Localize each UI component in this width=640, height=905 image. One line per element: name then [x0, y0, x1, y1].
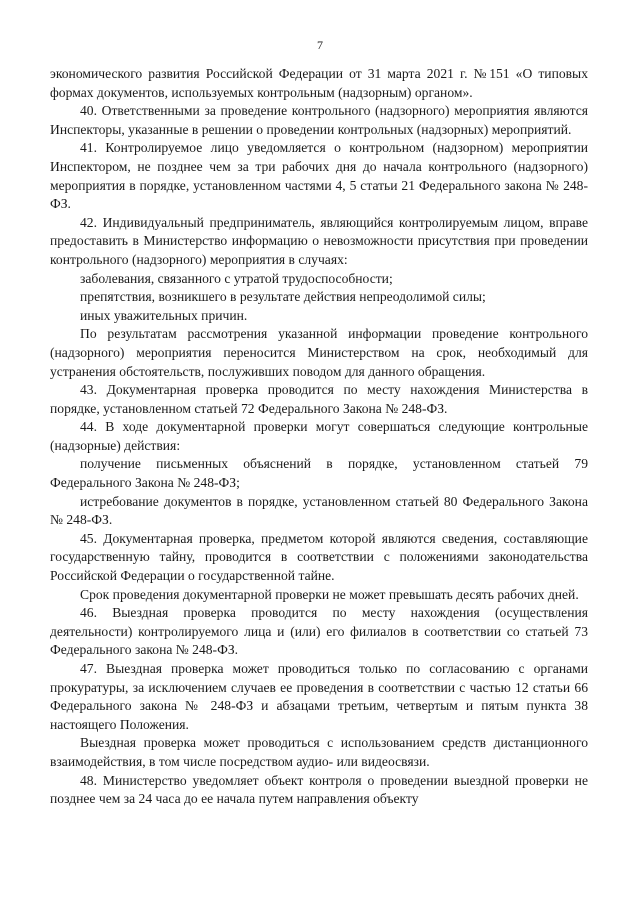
paragraph-continuation: экономического развития Российской Федерации от 31 марта 2021 г. №151 «О типовых формах документов, используемых контрольным (надзорным) органом».: [50, 66, 588, 100]
paragraph: препятствия, возникшего в результате действия непреодолимой силы;: [80, 289, 486, 305]
paragraph: 42. Индивидуальный предприниматель, являющийся контролируемым лицом, вправе предоставить в Министерство информацию о невозможности присутствия при проведении контрольного (надзорного) мероприятия в случаях:: [50, 214, 588, 267]
paragraph: 47. Выездная проверка может проводиться только по согласованию с органами прокуратуры, за исключением случаев ее проведения в соответствии с частью 12 статьи 66 Федерального закона № 248-ФЗ и абзацами третьим, четвертым и пятым пункта 38 настоящего Положения.: [50, 661, 588, 732]
paragraph: 46. Выездная проверка проводится по месту нахождения (осуществления деятельности) контролируемого лица и (или) его филиалов в соответствии со статьей 73 Федерального закона № 248-ФЗ.: [50, 605, 588, 658]
paragraph: 40. Ответственными за проведение контрольного (надзорного) мероприятия являются Инспекторы, указанные в решении о проведении контрольных (надзорных) мероприятий.: [50, 103, 588, 137]
paragraph: 41. Контролируемое лицо уведомляется о контрольном (надзорном) мероприятии Инспектором, не позднее чем за три рабочих дня до начала контрольного (надзорного) мероприятия в порядке, установленном частями 4, 5 статьи 21 Федерального закона № 248-ФЗ.: [50, 140, 588, 212]
paragraph: 44. В ходе документарной проверки могут совершаться следующие контрольные (надзорные) действия:: [50, 419, 588, 453]
page-number: 7: [317, 38, 323, 52]
paragraph: По результатам рассмотрения указанной информации проведение контрольного (надзорного) мероприятия переносится Министерством на срок, необходимый для устранения обстоятельств, послуживших поводом для данного обращения.: [50, 326, 588, 379]
paragraph: 45. Документарная проверка, предметом которой являются сведения, составляющие государственную тайну, проводится в соответствии с положениями законодательства Российской Федерации о государственной тайне.: [50, 530, 588, 584]
paragraph: Выездная проверка может проводиться с использованием средств дистанционного взаимодействия, в том числе посредством аудио- или видеосвязи.: [50, 735, 588, 769]
paragraph: 48. Министерство уведомляет объект контроля о проведении выездной проверки не позднее чем за 24 часа до ее начала путем направления объекту: [50, 772, 588, 807]
paragraph: иных уважительных причин.: [80, 307, 248, 323]
paragraph: истребование документов в порядке, установленном статьей 80 Федерального Закона № 248-ФЗ.: [50, 493, 588, 528]
paragraph: получение письменных объяснений в порядке, установленном статьей 79 Федерального Закона № 248-ФЗ;: [50, 456, 588, 491]
paragraph: заболевания, связанного с утратой трудоспособности;: [80, 270, 393, 286]
paragraph: 43. Документарная проверка проводится по месту нахождения Министерства в порядке, установленном статьей 72 Федерального Закона № 248-ФЗ.: [50, 382, 588, 416]
paragraph: Срок проведения документарной проверки не может превышать десять рабочих дней.: [80, 586, 579, 602]
document-body: [50, 65, 588, 809]
